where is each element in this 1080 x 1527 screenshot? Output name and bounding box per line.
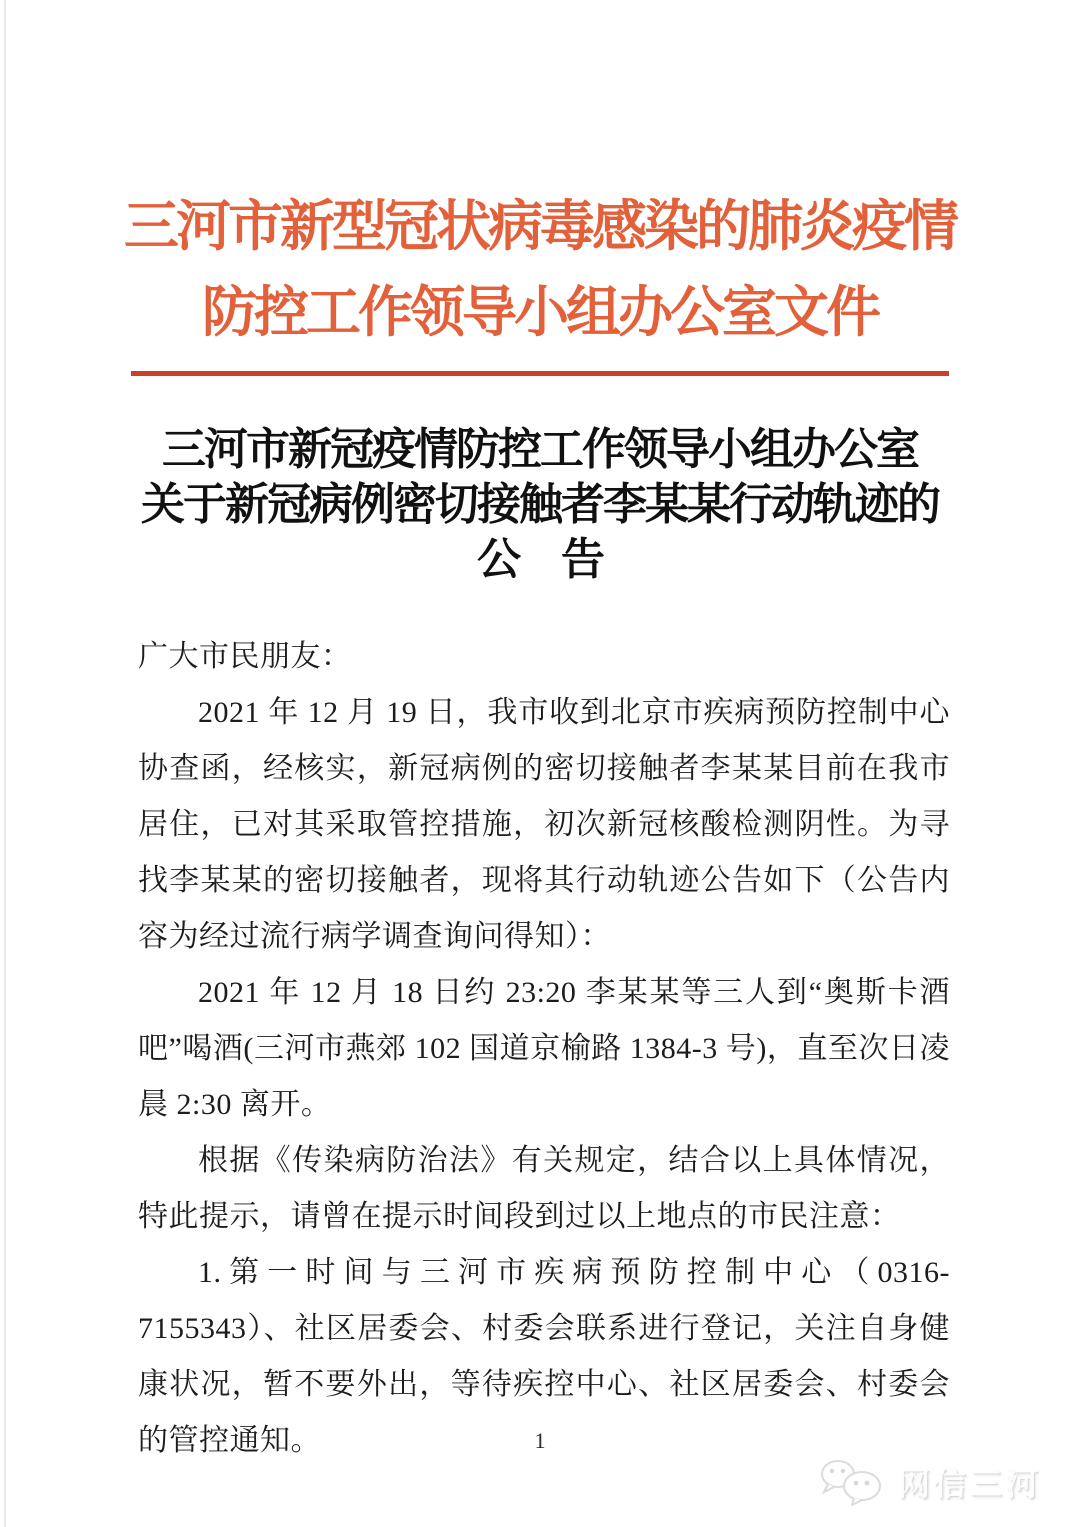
paragraph-3: 根据《传染病防治法》有关规定，结合以上具体情况，特此提示，请曾在提示时间段到过以上地点的市民注意： — [138, 1144, 950, 1233]
paragraph-2: 2021 年 12 月 18 日约 23:20 李某某等三人到“奥斯卡酒吧”喝酒(三河市燕郊 102 国道京榆路 1384-3 号)，直至次日凌晨 2:30 离开。 — [138, 976, 950, 1121]
paragraph-1: 2021 年 12 月 19 日，我市收到北京市疾病预防控制中心协查函，经核实，新冠病例的密切接触者李某某目前在我市居住，已对其采取管控措施，初次新冠核酸检测阴性。为寻找李某某的密切接触者，现将其行动轨迹公告如下（公告内容为经过流行病学调查询问得知）： — [138, 696, 950, 953]
letterhead-title-line2: 防控工作领导小组办公室文件 — [201, 281, 878, 343]
letterhead-rule — [131, 371, 949, 376]
salutation: 广大市民朋友： — [138, 640, 352, 673]
paragraph-4: 1.第一时间与三河市疾病预防控制中心（0316-7155343）、社区居委会、村委会联系进行登记，关注自身健康状况，暂不要外出，等待疾控中心、社区居委会、村委会的管控通知。 — [138, 1256, 950, 1457]
wechat-icon — [816, 1458, 888, 1506]
document-title-line1: 三河市新冠疫情防控工作领导小组办公室 — [162, 425, 918, 474]
document-title — [100, 422, 980, 587]
watermark — [816, 1458, 1042, 1506]
document-title-line2: 关于新冠病例密切接触者李某某行动轨迹的 — [141, 480, 939, 529]
document-title-line3: 公 告 — [477, 535, 603, 584]
watermark-label: 网信三河 — [897, 1466, 1042, 1502]
scan-edge-line — [4, 0, 6, 1527]
letterhead — [0, 183, 1080, 355]
letterhead-title-line1: 三河市新型冠状病毒感染的肺炎疫情 — [123, 195, 956, 257]
document-body — [138, 629, 950, 1469]
page-number: 1 — [534, 1428, 546, 1453]
